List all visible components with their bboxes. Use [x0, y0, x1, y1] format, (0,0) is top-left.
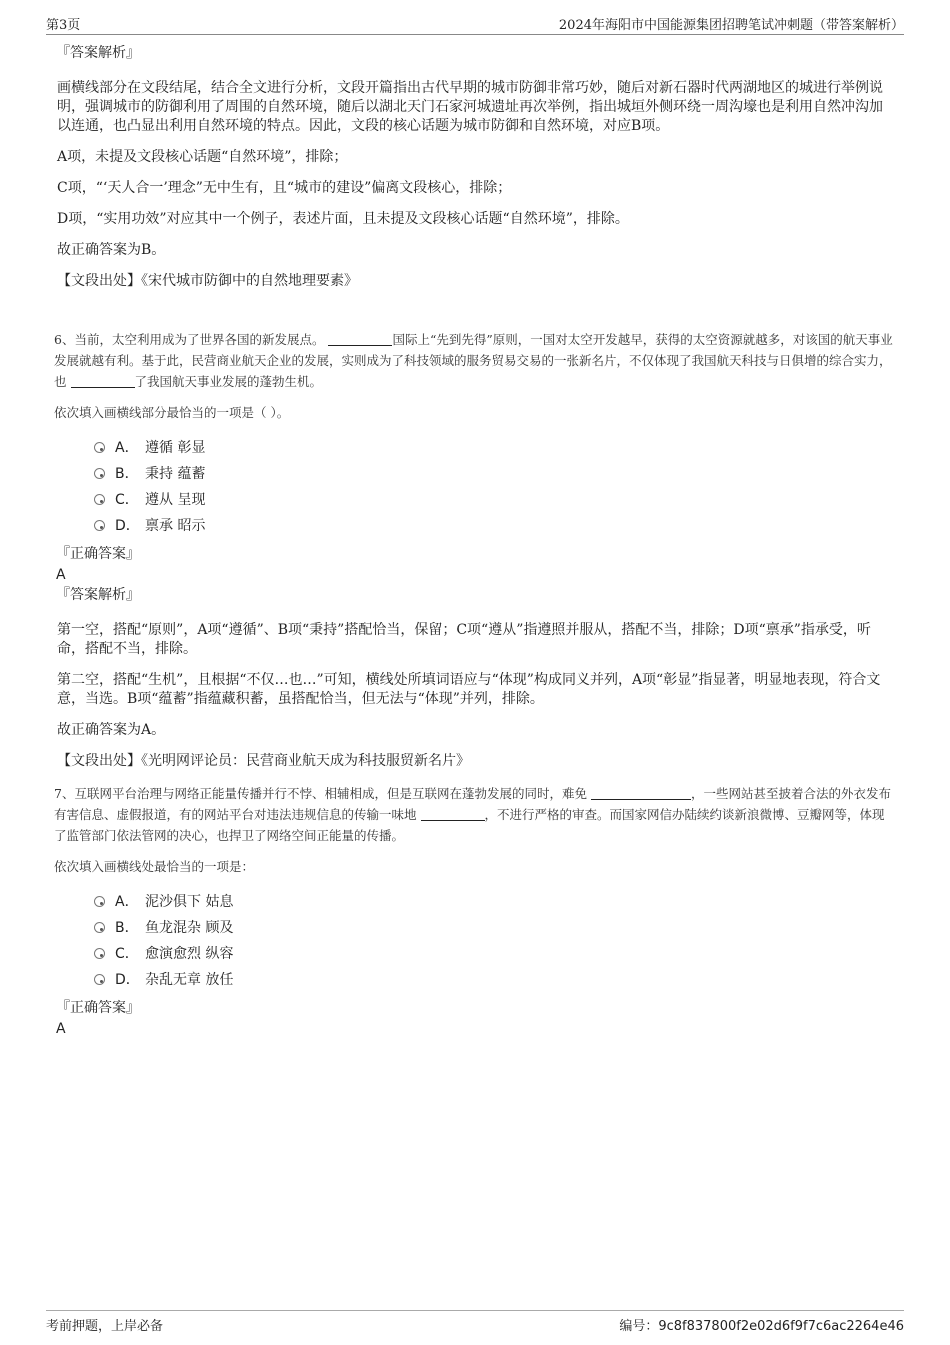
analysis-paragraph: 画横线部分在文段结尾，结合全文进行分析，文段开篇指出古代早期的城市防御非常巧妙，随后对新石器时代两湖地区的城进行举例说明，强调城市的防御利用了周围的自然环境，随后以湖北天门石家河城遗址再次举例，指出城垣外侧环绕一周沟壕也是利用自然冲沟加以连通，也凸显出利用自然环境的特点。因此，文段的核心话题为城市防御和自然环境，对应B项。 — [57, 80, 883, 134]
page-number: 第3页 — [46, 18, 81, 33]
question-stem: 7、互联网平台治理与网络正能量传播并行不悖、相辅相成，但是互联网在蓬勃发展的同时，难免 ，一些网站甚至披着合法的外衣发布有害信息、虚假报道，有的网站平台对违法违规信息的传输一味地 ，不进行严格的审查。而国家网信办陆续约谈新浪微博、豆瓣网等，体现了监管部门依法管网的决心，也捍卫了网络空间正能量的传播。 — [54, 786, 891, 843]
source-citation: 【文段出处】《光明网评论员：民营商业航天成为科技服贸新名片》 — [57, 753, 470, 769]
answer-heading: 『正确答案』 — [56, 546, 140, 562]
page-content — [54, 44, 896, 1040]
radio-icon[interactable] — [94, 442, 105, 453]
question-prompt: 依次填入画横线部分最恰当的一项是（ ）。 — [54, 405, 290, 420]
fill-blank — [421, 806, 485, 821]
fill-blank — [71, 373, 135, 388]
correct-answer: A — [56, 1021, 66, 1037]
question-6 — [54, 329, 896, 771]
analysis-heading: 『答案解析』 — [56, 587, 140, 603]
answer-heading: 『正确答案』 — [56, 1000, 140, 1016]
source-citation: 【文段出处】《宋代城市防御中的自然地理要素》 — [57, 273, 358, 289]
page-footer — [46, 1310, 904, 1335]
option-c[interactable]: C． 遵从 呈现 — [94, 487, 896, 513]
analysis-paragraph: C项，“‘天人合一’理念”无中生有，且“城市的建设”偏离文段核心，排除； — [57, 180, 512, 196]
analysis-paragraph: 第一空，搭配“原则”，A项“遵循”、B项“秉持”搭配恰当，保留；C项“遵从”指遵照并服从，搭配不当，排除；D项“禀承”指承受，听命，搭配不当，排除。 — [57, 622, 871, 657]
radio-icon[interactable] — [94, 896, 105, 907]
radio-icon[interactable] — [94, 922, 105, 933]
option-d[interactable]: D． 杂乱无章 放任 — [94, 967, 896, 993]
radio-icon[interactable] — [94, 948, 105, 959]
radio-icon[interactable] — [94, 974, 105, 985]
radio-icon[interactable] — [94, 520, 105, 531]
option-b[interactable]: B． 秉持 蕴蓄 — [94, 461, 896, 487]
analysis-paragraph: 第二空，搭配“生机”，且根据“不仅…也…”可知，横线处所填词语应与“体现”构成同义并列，A项“彰显”指显著，明显地表现，符合文意，当选。B项“蕴蓄”指蕴藏积蓄，虽搭配恰当，但无法与“体现”并列，排除。 — [57, 672, 881, 707]
fill-blank — [591, 785, 691, 800]
option-c[interactable]: C． 愈演愈烈 纵容 — [94, 941, 896, 967]
option-a[interactable]: A． 泥沙俱下 姑息 — [94, 889, 896, 915]
question-7 — [54, 783, 896, 1038]
question-stem: 6、当前，太空利用成为了世界各国的新发展点。 国际上“先到先得”原则，一国对太空开发越早，获得的太空资源就越多，对该国的航天事业发展就越有利。基于此，民营商业航天企业的发展，实则成为了科技领域的服务贸易交易的一张新名片，不仅体现了我国航天科技与日俱增的综合实力，也 了我国航天事业发展的蓬勃生机。 — [54, 332, 893, 389]
conclusion: 故正确答案为A。 — [57, 722, 166, 738]
analysis-heading: 『答案解析』 — [56, 45, 140, 61]
option-d[interactable]: D． 禀承 昭示 — [94, 513, 896, 539]
footer-slogan: 考前押题，上岸必备 — [46, 1319, 164, 1334]
option-list — [94, 435, 896, 539]
fill-blank — [328, 331, 392, 346]
radio-icon[interactable] — [94, 468, 105, 479]
conclusion: 故正确答案为B。 — [57, 242, 166, 258]
radio-icon[interactable] — [94, 494, 105, 505]
option-a[interactable]: A． 遵循 彰显 — [94, 435, 896, 461]
option-b[interactable]: B． 鱼龙混杂 顾及 — [94, 915, 896, 941]
document-code: 编号：9c8f837800f2e02d6f9f7c6ac2264e46 — [619, 1319, 904, 1334]
correct-answer: A — [56, 567, 66, 583]
question-prompt: 依次填入画横线处最恰当的一项是： — [54, 859, 255, 874]
page-header — [46, 14, 904, 35]
analysis-paragraph: D项，“实用功效”对应其中一个例子，表述片面，且未提及文段核心话题“自然环境”，排除。 — [57, 211, 629, 227]
analysis-paragraph: A项，未提及文段核心话题“自然环境”，排除； — [57, 149, 348, 165]
document-title: 2024年海阳市中国能源集团招聘笔试冲刺题（带答案解析） — [558, 18, 904, 33]
option-list — [94, 889, 896, 993]
